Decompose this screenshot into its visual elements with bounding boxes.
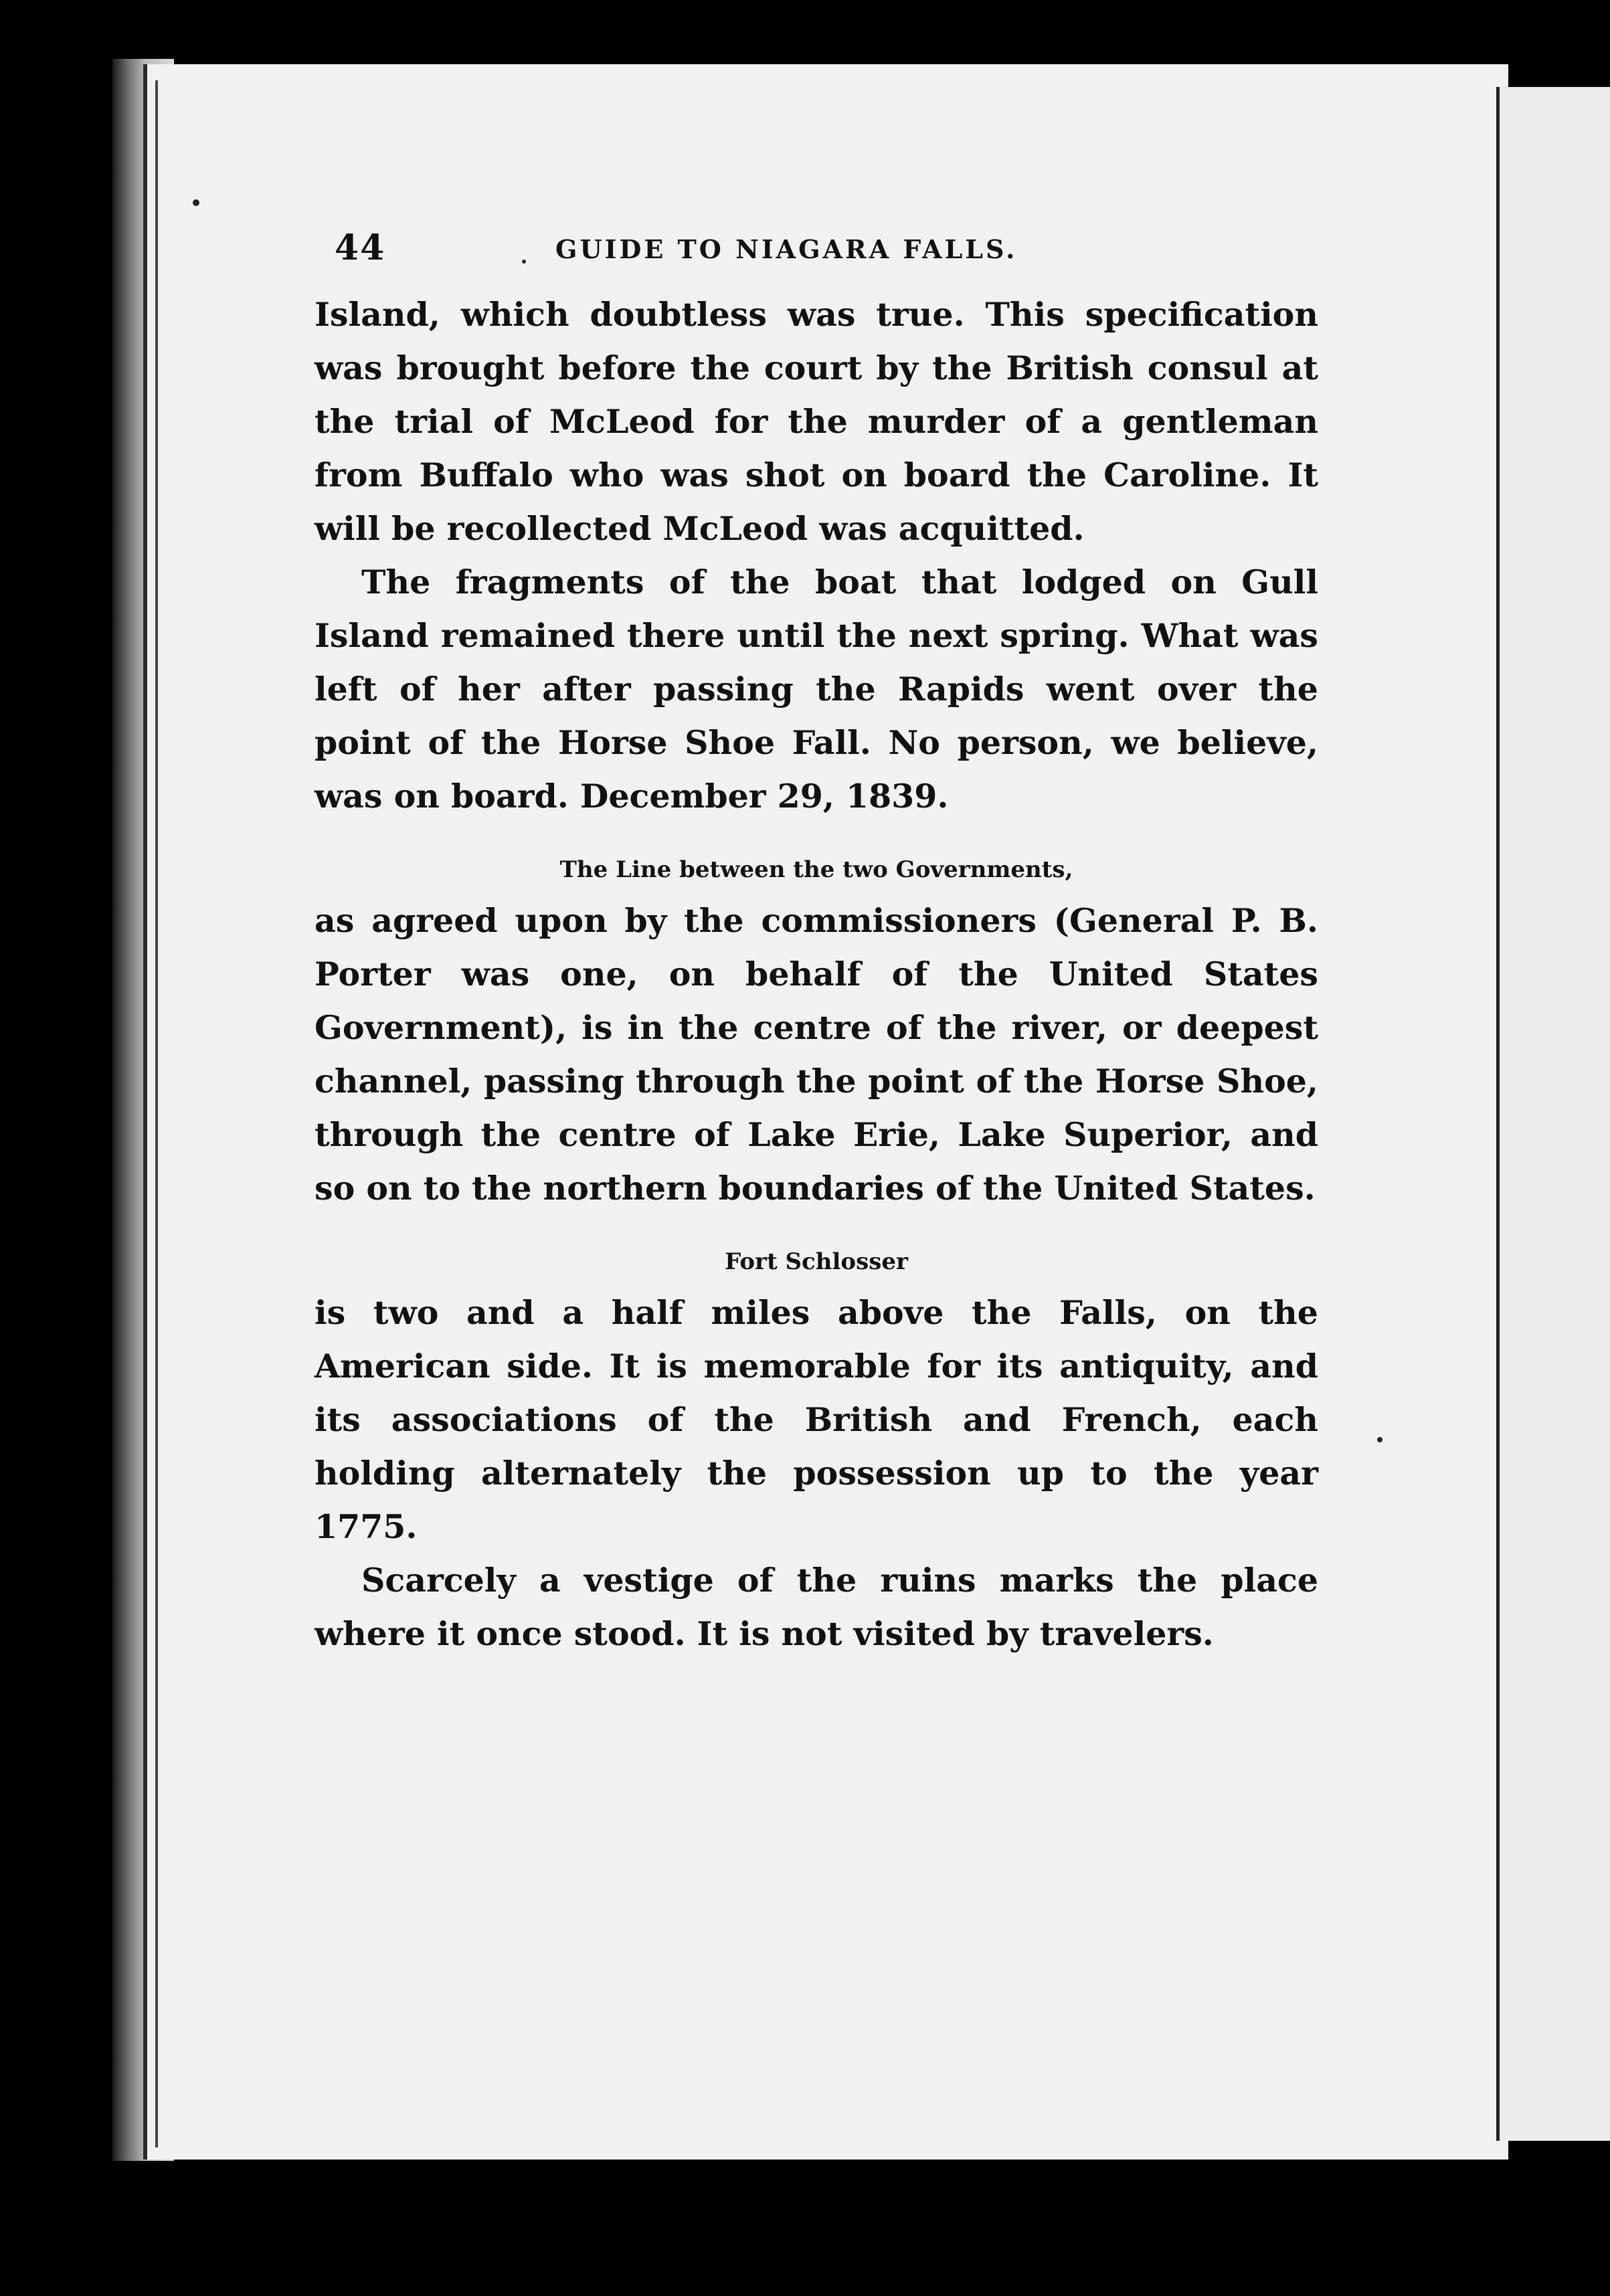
section-heading-line: The Line between the two Governments, xyxy=(559,856,1073,883)
facing-page-edge xyxy=(1496,87,1610,2141)
paragraph-vestige: Scarcely a vestige of the ruins marks the place where it once stood. It is not visited by travelers. xyxy=(315,1561,1318,1653)
running-head xyxy=(315,227,1318,288)
page-number: 44 xyxy=(335,227,386,268)
ink-speck xyxy=(193,199,199,206)
section-heading-fort-schlosser: Fort Schlosser xyxy=(725,1248,908,1275)
paragraph-fragments: The fragments of the boat that lodged on Gull Island remained there until the next spring. What was left of her after passing the Rapids went over the point of the Horse Shoe Fall. No person, we believe, was on board. December 29, 1839. xyxy=(315,563,1318,816)
ink-speck xyxy=(1377,1437,1382,1442)
page-text xyxy=(315,227,1318,1660)
running-title: GUIDE TO NIAGARA FALLS. xyxy=(555,234,1018,264)
paragraph-fort-schlosser: is two and a half miles above the Falls, on the American side. It is memorable for its antiquity, and its associations of the British and French, each holding alternately the possession up to the year 1775. xyxy=(315,1293,1318,1546)
paragraph-continued: Island, which doubtless was true. This specification was brought before the court by the British consul at the trial of McLeod for the murder of a gentleman from Buffalo who was shot on board the Caroline. It will be recollected McLeod was acquitted. xyxy=(315,295,1318,548)
paragraph-line-between-governments: as agreed upon by the commissioners (General P. B. Porter was one, on behalf of the United States Government), is in the centre of the river, or deepest channel, passing through the point of the Horse Shoe, through the centre of Lake Erie, Lake Superior, and so on to the northern boundaries of the United States. xyxy=(315,901,1318,1208)
page-edge-line xyxy=(155,80,158,2147)
